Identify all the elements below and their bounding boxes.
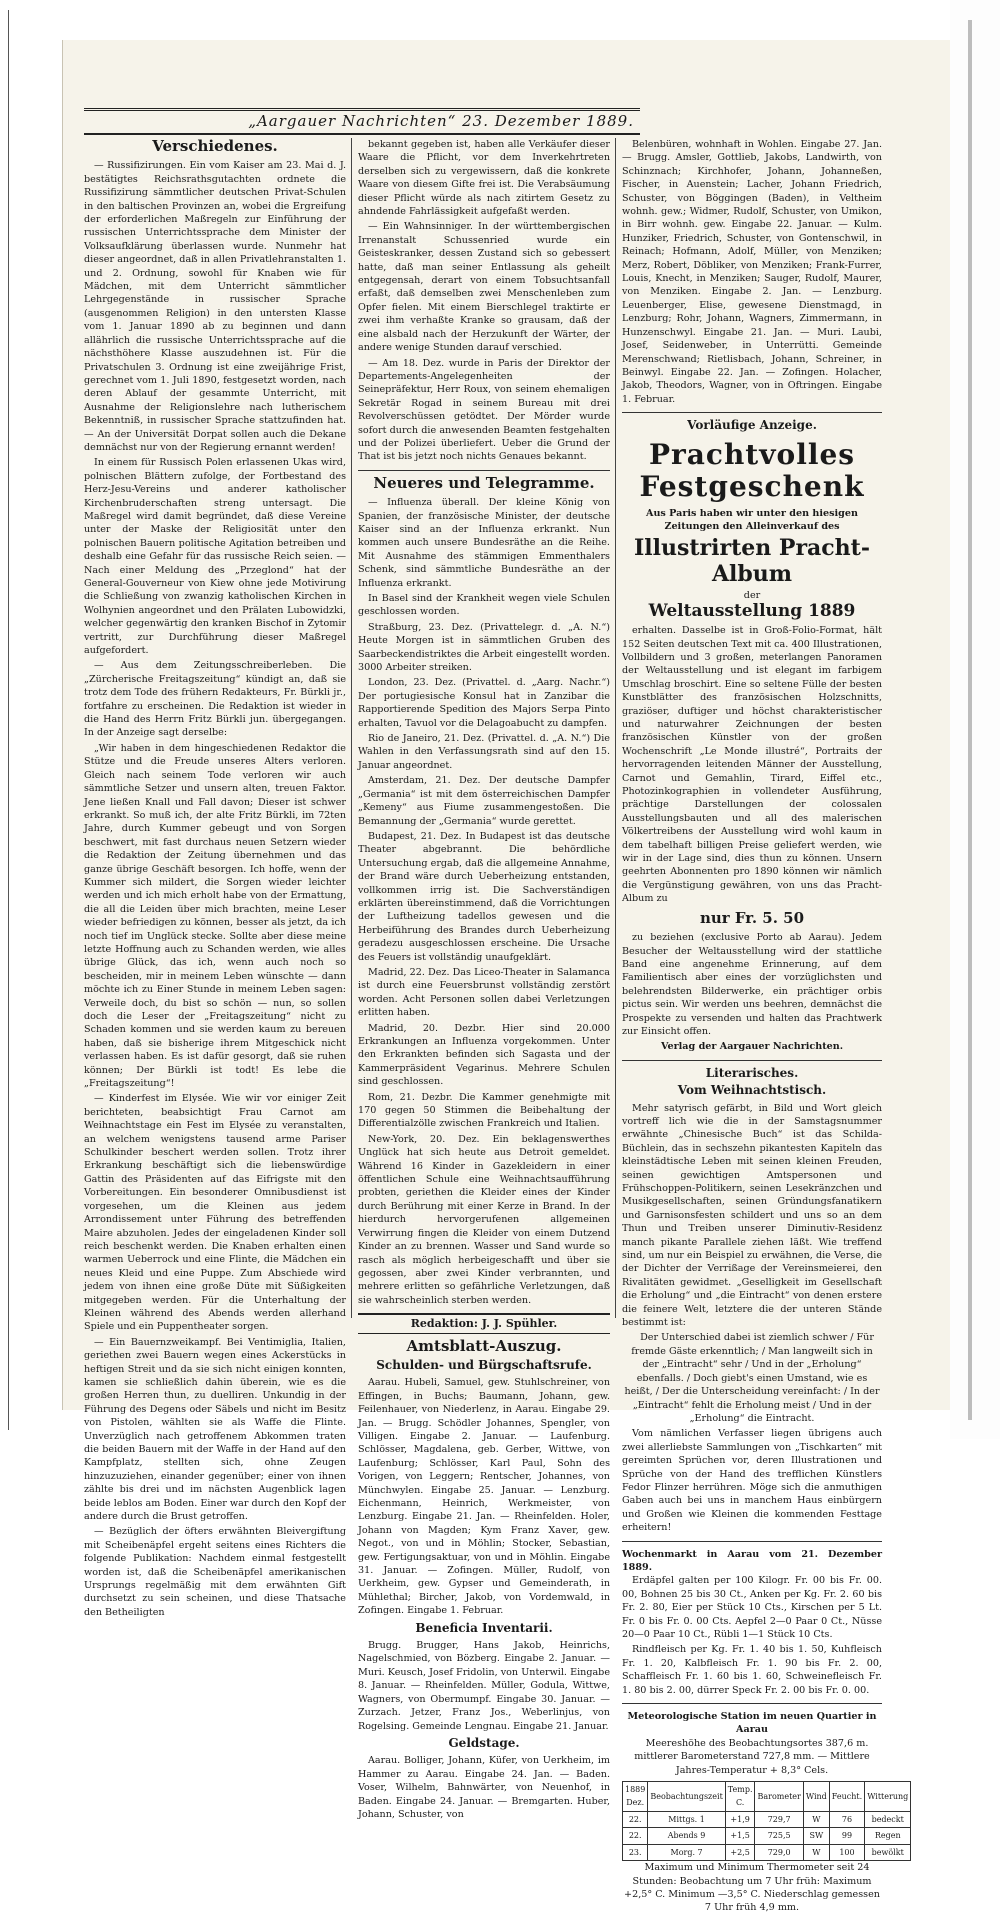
- article-paragraph: — Ein Wahnsinniger. In der württembergischen Irrenanstalt Schussenried wurde ein Geisteskranker, dessen Zustand sich so gebessert hatte, daß man seiner Entlassung als geheilt entgegensah, derart von einem Tobsuchtsanfall erfaßt, daß demselben zwei Menschenleben zum Opfer fielen. Mit einem Bierschlegel traktirte er zwei ihm verhaßte Kranke so grausam, daß der eine alsbald nach der Herzukunft der Wärter, der andere wenige Stunden darauf verschied.: [358, 221, 610, 354]
- weather-header-cell: Feucht.: [829, 1782, 864, 1812]
- weather-cell: +2,5: [725, 1844, 755, 1860]
- column-1: [84, 137, 346, 1618]
- weather-cell: 23.: [623, 1844, 648, 1860]
- article-paragraph: Brugg. Brugger, Hans Jakob, Heinrichs, Nagelschmied, von Bözberg. Eingabe 2. Januar. — Muri. Keusch, Josef Fridolin, von Unterwil. Eingabe 8. Januar. — Rheinfelden. Müller, Godula, Wittwe, Wagners, von Obermumpf. Eingabe 30. Januar. — Zurzach. Jetzer, Franz Jos., Weberlinjus, von Rogelsing. Gemeinde Lengnau. Eingabe 21. Januar.: [358, 1640, 610, 1732]
- scan-margin-line: [8, 10, 9, 1430]
- weather-cell: Abends 9: [648, 1828, 725, 1844]
- weather-cell: 22.: [623, 1828, 648, 1844]
- weather-cell: Regen: [865, 1828, 911, 1844]
- ad-subtitle-weltausstellung: Weltausstellung 1889: [648, 600, 856, 621]
- section-heading-literarisches: Literarisches.: [705, 1065, 799, 1080]
- article-paragraph: Budapest, 21. Dez. In Budapest ist das deutsche Theater abgebrannt. Die behördliche Untersuchung ergab, daß die allgemeine Annahme, der Brand wäre durch Ueberheizung entstanden, vollkommen irrig ist. Die Sachverständigen erklärten übereinstimmend, daß die Vorrichtungen der Luftheizung tadellos gewesen und die Herbeiführung des Brandes durch Ueberheizung geradezu ausgeschlossen erscheine. Die Ursache des Feuers ist vollständig unaufgeklärt.: [358, 830, 610, 963]
- weather-header-row: [623, 1782, 911, 1812]
- market-report: Erdäpfel galten per 100 Kilogr. Fr. 00 bis Fr. 00. 00, Bohnen 25 bis 30 Ct., Anken per Kg. Fr. 2. 60 bis Fr. 2. 80, Eier per Stück 10 Cts., Kirschen per 5 Lt. Fr. 0 bis Fr. 0. 00 Cts. Aepfel 2—0 Paar 0 Ct., Nüsse 20—0 Paar 10 Ct., Rübli 1—1 Stück 10 Cts.: [622, 1575, 882, 1640]
- subheading-geldstage: Geldstage.: [448, 1735, 520, 1750]
- ad-body: erhalten. Dasselbe ist in Groß-Folio-Format, hält 152 Seiten deutschen Text mit ca. 400 Illustrationen, Vollbildern und 3 großen, meterlangen Panoramen der Weltausstellung und ist elegant im farbigem Umschlag broschirt. Eine so seltene Fülle der besten Kunstblätter des französischen Holzschnitts, graziöser, duftiger und höchst charakteristischer und naturwahrer Zeichnungen der besten französischen Künstler von der großen Wochenschrift „Le Monde illustré“, Portraits der hervorragenden leitenden Männer der Ausstellung, Carnot und Gemahlin, Tirard, Eiffel etc., Photozinkographien in vollendeter Ausführung, prächtige Darstellungen der colossalen Ausstellungsbauten und all des malerischen Völkertreibens der Ausstellung wird wohl kaum in dem tabelhaft billigen Preise geliefert werden, wie wir in der Lage sind, dies thun zu können. Unsern geehrten Abonnenten pro 1890 können wir nämlich die Vergünstigung gewähren, von uns das Pracht-Album zu: [622, 625, 882, 905]
- weather-cell: 22.: [623, 1811, 648, 1827]
- article-paragraph: Aarau. Hubeli, Samuel, gew. Stuhlschreiner, von Effingen, in Buchs; Baumann, Johann, gew. Feilenhauer, von Niederlenz, in Aarau. Eingabe 29. Jan. — Brugg. Schödler Johannes, Spengler, von Villigen. Eingabe 2. Januar. — Laufenburg. Schlösser, Magdalena, geb. Gerber, Wittwe, von Laufenburg; Schlösser, Karl Paul, Sohn des Vorigen, von Leggern; Rentscher, Johannes, von Münchwylen. Eingabe 25. Januar. — Lenzburg. Eichenmann, Heinrich, Werkmeister, von Lenzburg. Eingabe 21. Jan. — Rheinfelden. Holer, Johann von Magden; Kym Franz Xaver, gew. Negot., von und in Möhlin; Stocker, Sebastian, gew. Fertigungsaktuar, von und in Möhlin. Eingabe 31. Januar. — Zofingen. Müller, Rudolf, von Uerkheim, gew. Gypser und Gemeinderath, in Mühlethal; Bircher, Jakob, von Vordemwald, in Zofingen. Eingabe 1. Februar.: [358, 1377, 610, 1617]
- article-paragraph: bekannt gegeben ist, haben alle Verkäufer dieser Waare die Pflicht, vor dem Inverkehrtreten derselben sich zu vergewissern, daß die konkrete Waare von diesem Gifte frei ist. Die Verabsäumung dieser Pflicht würde als nach zitirtem Gesetz zu ahndende Fahrlässigkeit aufgefaßt werden.: [358, 139, 610, 218]
- divider: [622, 1060, 882, 1061]
- divider: [622, 412, 882, 413]
- ad-subtitle: Illustrirten Pracht-Album: [634, 535, 870, 588]
- article-paragraph: Rom, 21. Dezbr. Die Kammer genehmigte mit 170 gegen 50 Stimmen die Beibehaltung der Differentialzölle zwischen Frankreich und Italien.: [358, 1091, 610, 1130]
- article-paragraph: Rio de Janeiro, 21. Dez. (Privattel. d. „A. N.“) Die Wahlen in den Verfassungsrath sind auf den 15. Januar angeordnet.: [358, 733, 610, 771]
- article-paragraph: „Wir haben in dem hingeschiedenen Redaktor die Stütze und die Freude unseres Alters verloren. Gleich nach seinem Tode verloren wir auch sämmtliche Setzer und unsern alten, treuen Faktor. Jene ließen Knall und Fall davon; Dieser ist schwer erkrankt. So muß ich, der alte Fritz Bürkli, im 72ten Jahre, durch Kummer gebeugt und von Sorgen beschwert, mit fast durchaus neuen Setzern wieder die Redaktion der Zeitung übernehmen und das ganze übrige Geschäft besorgen. Ich hoffe, wenn der Kummer sich mildert, die Sorgen wieder leichter werden und ich mich erholt habe von der Ermattung, die all die Leiden über mich brachten, meine Leser wieder befriedigen zu können, besser als jetzt, da ich noch tief im Unglück stecke. Sollte aber diese meine letzte Hoffnung auch zu Schanden werden, wie alles übrige Glück, das ich, wenn auch noch so bescheiden, mir in meinem Leben wünschte — dann möchte ich zu Einer Stunde in meinem Leben sagen: Verweile doch, du bist so schön — nun, so sollen doch die Leser der „Freitagszeitung“ nicht zu Schaden kommen und sie werden kaum zu bereuen haben, daß sie bisherige ihrem Mitgeschick nicht verlassen haben. Es ist dafür gesorgt, daß sie ruhen können; Der Bürkli ist todt! Es lebe die „Freitagszeitung“!: [84, 742, 346, 1090]
- article-paragraph: — Influenza überall. Der kleine König von Spanien, der französische Minister, der deutsche Kaiser sind an der Influenza erkrankt. Nun kommen auch unsere Bundesräthe an die Reihe. Mit Ausnahme des stämmigen Emmenthalers Schenk, sind sämmtliche Bundesräthe an der Influenza erkrankt.: [358, 497, 610, 589]
- weather-row: [623, 1811, 911, 1827]
- ad-line: Aus Paris haben wir unter den hiesigen Zeitungen den Alleinverkauf des: [646, 507, 858, 532]
- article-paragraph: New-York, 20. Dez. Ein beklagenswerthes Unglück hat sich heute aus Detroit gemeldet. Während 16 Kinder in Gazekleidern in einer öffentlichen Schule eine Weihnachtsaufführung probten, geriethen die Kleider eines der Kinder durch Berührung mit einer Kerze in Brand. In der hierdurch hervorgerufenen allgemeinen Verwirrung fingen die Kleider von einem Dutzend Kinder an zu brennen. Wasser und Sand wurde so rasch als möglich herbeigeschafft und über sie gegossen, aber zwei Kinder verbrannten, und mehrere erlitten so gefährliche Verletzungen, daß sie wahrscheinlich sterben werden.: [358, 1133, 610, 1306]
- weather-cell: 729,7: [755, 1811, 803, 1827]
- meteo-footer: Maximum und Minimum Thermometer seit 24 Stunden: Beobachtung um 7 Uhr früh: Maximum +2,5° C. Minimum —3,5° C. Niederschlag gemessen 7 Uhr früh 4,9 mm.: [624, 1862, 880, 1914]
- weather-cell: W: [803, 1844, 829, 1860]
- scan-margin-left: [0, 0, 40, 1439]
- article-paragraph: Straßburg, 23. Dez. (Privattelegr. d. „A. N.“) Heute Morgen ist in sämmtlichen Gruben des Saarbeckendistriktes die Arbeit eingestellt worden. 3000 Arbeiter streiken.: [358, 621, 610, 674]
- weather-cell: 100: [829, 1844, 864, 1860]
- weather-header-cell: Witterung: [865, 1782, 911, 1812]
- column-rule: [351, 138, 352, 1318]
- column-rule: [615, 138, 616, 1318]
- weather-cell: Morg. 7: [648, 1844, 725, 1860]
- meat-report: Rindfleisch per Kg. Fr. 1. 40 bis 1. 50, Kuhfleisch Fr. 1. 20, Kalbfleisch Fr. 1. 90 bis Fr. 2. 00, Schaffleisch Fr. 1. 60 bis 1. 60, Schweinefleisch Fr. 1. 80 bis 2. 00, dürrer Speck Fr. 2. 00 bis Fr. 0. 00.: [622, 1644, 882, 1696]
- weather-header-cell: Barometer: [755, 1782, 803, 1812]
- meteo-intro: Meereshöhe des Beobachtungsortes 387,6 m. mittlerer Barometerstand 727,8 mm. — Mittlere Jahres-Temperatur + 8,3° Cels.: [634, 1737, 870, 1776]
- verse: Der Unterschied dabei ist ziemlich schwer / Für fremde Gäste erkenntlich; / Man langweilt sich in der „Eintracht“ sehr / Und in der „Erholung“ ebenfalls. / Doch giebt's einen Umstand, wie es heißt, / Der die Unterscheidung vereinfacht: / In der „Eintracht“ fehlt die Erholung meist / Und in der „Erholung“ die Eintracht.: [624, 1332, 880, 1424]
- article-paragraph: Madrid, 20. Dezbr. Hier sind 20.000 Erkrankungen an Influenza vorgekommen. Unter den Erkrankten befinden sich Sagasta und der Kammerpräsident Vegarinus. Mehrere Schulen sind geschlossen.: [358, 1022, 610, 1088]
- weather-header-cell: Beobachtungszeit: [648, 1782, 725, 1812]
- article-paragraph: London, 23. Dez. (Privattel. d. „Aarg. Nachr.“) Der portugiesische Konsul hat in Zanzibar die Rapportierende Spedition des Majors Serpa Pinto erhalten, Tavuol vor die Delagoabucht zu dampfen.: [358, 677, 610, 729]
- article-paragraph: — Am 18. Dez. wurde in Paris der Direktor der Departements-Angelegenheiten der Seinepräfektur, Herr Roux, von seinem ehemaligen Sekretär Rogad in seinem Bureau mit drei Revolverschüssen getödtet. Der Mörder wurde sofort durch die anwesenden Beamten festgehalten und der Polizei überliefert. Ueber die Grund der That ist bis jetzt noch nichts Genaues bekannt.: [358, 357, 610, 463]
- article-paragraph: Amsterdam, 21. Dez. Der deutsche Dampfer „Germania“ ist mit dem österreichischen Dampfer „Kemeny“ aus Fiume zusammengestoßen. Die Bemannung der „Germania“ wurde gerettet.: [358, 775, 610, 827]
- weather-table: [622, 1781, 911, 1861]
- weather-cell: SW: [803, 1828, 829, 1844]
- masthead-line: [84, 108, 640, 135]
- article-paragraph: — Ein Bauernzweikampf. Bei Ventimiglia, Italien, geriethen zwei Bauern wegen eines Ackerstücks in heftigen Streit und da sie sich nicht einigen konnten, kamen sie schließlich dahin überein, wie es die großen Herren thun, zu duelliren. Unkundig in der Führung des Degens oder Säbels und nicht im Besitz von Pistolen, wählten sie als Waffe die Flinte. Unverzüglich nach getroffenem Abkommen traten die beiden Bauern mit der Waffe in der Hand auf den Kampfplatz, stellten sich, ohne Zeugen hinzuzuziehen, einander gegenüber; einer von ihnen zählte bis drei und im nächsten Augenblick lagen beide leblos am Boden. Einer war durch den Kopf der andere durch die Brust getroffen.: [84, 1336, 346, 1523]
- weather-cell: Mittgs. 1: [648, 1811, 725, 1827]
- section-heading-amtsblatt: Amtsblatt-Auszug.: [406, 1336, 562, 1355]
- editor-line: Redaktion: J. J. Spühler.: [358, 1313, 610, 1333]
- ad-pre-heading: Vorläufige Anzeige.: [687, 418, 817, 433]
- weather-cell: bewölkt: [865, 1844, 911, 1860]
- article-paragraph: In Basel sind der Krankheit wegen viele Schulen geschlossen worden.: [358, 593, 610, 618]
- divider: [622, 1703, 882, 1704]
- weather-cell: W: [803, 1811, 829, 1827]
- article-paragraph: In einem für Russisch Polen erlassenen Ukas wird, polnischen Blättern zufolge, der Fortbestand des Herz-Jesu-Vereins und anderer katholischer Kirchenbruderschaften streng untersagt. Die Maßregel wird damit begründet, daß diese Vereine unter der Maske der Religiosität unter den polnischen Bauern politische Agitation betreiben und deshalb eine Gefahr für das russische Reich seien. — Nach einer Meldung des „Przeglond“ hat der General-Gouverneur von Kiew ohne jede Motivirung die Schließung von zwanzig katholischen Kirchen in Wolhynien angeordnet und den Prälaten Lubowidzki, welcher gegenwärtig den kranken Bischof in Zytomir vertritt, zur Durchführung dieser Maßregel aufgefordert.: [84, 457, 346, 657]
- weather-cell: 725,5: [755, 1828, 803, 1844]
- weather-cell: 76: [829, 1811, 864, 1827]
- meteo-heading: Meteorologische Station im neuen Quartier in Aarau: [627, 1711, 877, 1736]
- page-edge-shadow: [968, 20, 972, 1420]
- ad-title: Prachtvolles Festgeschenk: [639, 437, 865, 503]
- ad-price: nur Fr. 5. 50: [699, 908, 805, 927]
- market-heading: Wochenmarkt in Aarau vom 21. Dezember 1889.: [622, 1548, 882, 1573]
- subheading-weihnachtstisch: Vom Weihnachtstisch.: [677, 1083, 827, 1098]
- divider: [358, 470, 610, 471]
- ad-der: der: [743, 590, 761, 602]
- divider: [622, 1541, 882, 1542]
- weather-cell: +1,5: [725, 1828, 755, 1844]
- article-paragraph: Aarau. Bolliger, Johann, Küfer, von Uerkheim, im Hammer zu Aarau. Eingabe 24. Jan. — Baden. Voser, Wilhelm, Bahnwärter, von Neuenhof, in Baden. Eingabe 24. Januar. — Bremgarten. Huber, Johann, Schuster, von: [358, 1755, 610, 1820]
- weather-cell: bedeckt: [865, 1811, 911, 1827]
- section-heading-verschiedenes: Verschiedenes.: [152, 137, 278, 155]
- subheading-schuldenrufe: Schulden- und Bürgschaftsrufe.: [376, 1357, 592, 1372]
- column-2: [358, 138, 610, 1820]
- scan-margin-right: [950, 0, 1000, 1439]
- subheading-beneficia: Beneficia Inventarii.: [415, 1620, 553, 1635]
- article-paragraph: — Russifizirungen. Ein vom Kaiser am 23. Mai d. J. bestätigtes Reichsrathsgutachten ordnete die Russifizirung sämmtlicher deutschen Privat-Schulen in den baltischen Provinzen an, wobei die Ergreifung der erforderlichen Maßregeln zur Einführung der russischen Unterrichtssprache dem Minister der Volksaufklärung überlassen wurde. Nunmehr hat dieser angeordnet, daß in allen Privatlehranstalten 1. und 2. Ordnung, sowohl für Knaben wie für Mädchen, mit dem Unterricht sämmtlicher Lehrgegenstände in russischer Sprache (ausgenommen Religion) in den untersten Klasse vom 1. Januar 1890 ab zu beginnen und dann allährlich die russische Unterrichtssprache auf die nächsthöhere Klasse auszudehnen ist. Für die Privatschulen 3. Ordnung ist eine zweijährige Frist, gerechnet vom 1. Juli 1890, festgesetzt worden, nach deren Ablauf der gesammte Unterricht, mit Ausnahme der Religionslehre nach lutherischem Bekenntniß, in russischer Sprache stattzufinden hat. — An der Universität Dorpat sollen auch die Dekane demnächst nur von der Regierung ernannt werden!: [84, 160, 346, 453]
- weather-row: [623, 1828, 911, 1844]
- article-paragraph: — Aus dem Zeitungsschreiberleben. Die „Zürcherische Freitagszeitung“ kündigt an, daß sie trotz dem Tode des frühern Redakteurs, Fr. Bürkli jr., fortfahre zu erscheinen. Die Redaktion ist wieder in die Hand des Herrn Fritz Bürkli jun. übergegangen. In der Anzeige sagt derselbe:: [84, 660, 346, 739]
- ad-body: zu beziehen (exclusive Porto ab Aarau). Jedem Besucher der Weltausstellung wird der stattliche Band eine angenehme Erinnerung, auf dem Familientisch aber eines der vorzüglichsten und belehrendsten Bilderwerke, ein prächtiger orbis pictus sein. Wir werden uns beehren, demnächst die Prospekte zu versenden und halten das Prachtwerk zur Einsicht offen.: [622, 932, 882, 1037]
- weather-header-cell: Wind: [803, 1782, 829, 1812]
- weather-header-cell: 1889 Dez.: [623, 1782, 648, 1812]
- article-paragraph: Madrid, 22. Dez. Das Liceo-Theater in Salamanca ist durch eine Feuersbrunst vollständig zerstört worden. Acht Personen sollen dabei Verletzungen erlitten haben.: [358, 966, 610, 1019]
- weather-header-cell: Temp. C.: [725, 1782, 755, 1812]
- weather-cell: 729,0: [755, 1844, 803, 1860]
- masthead-title: „Aargauer Nachrichten“ 23. Dezember 1889.: [248, 112, 634, 130]
- article-paragraph: Vom nämlichen Verfasser liegen übrigens auch zwei allerliebste Sammlungen von „Tischkarten“ mit gereimten Sprüchen vor, deren Illustrationen und Sprüche von der Hand des trefflichen Künstlers Fedor Flinzer herrühren. Möge sich die anmuthigen Gaben auch bei uns in manchem Haus einbürgern und Großen wie Kleinen die kommenden Festtage erheitern!: [622, 1428, 882, 1534]
- article-paragraph: — Kinderfest im Elysée. Wie wir vor einiger Zeit berichteten, beabsichtigt Frau Carnot am Weihnachtstage ein Fest im Elysée zu veranstalten, an welchem wenigstens tausend arme Pariser Schulkinder beschert werden sollen. Trotz ihrer Erkrankung beschäftigt sich die liebenswürdige Gattin des Präsidenten auf das Eifrigste mit den Vorbereitungen. Ein besonderer Omnibusdienst ist vorgesehen, um die Kleinen aus jedem Arrondissement unter Führung des betreffenden Maire abzuholen. Jedes der eingeladenen Kinder soll reich beschenkt werden. Die Knaben erhalten einen warmen Ueberrock und eine Flinte, die Mädchen ein neues Kleid und eine Puppe. Zum Abschiede wird jedem von ihnen eine große Düte mit Süßigkeiten mitgegeben werden. Für die Unterhaltung der Kleinen während des Abends werden allerhand Spiele und ein Puppentheater sorgen.: [84, 1093, 346, 1333]
- column-3: [622, 138, 909, 1914]
- article-paragraph: Belenbüren, wohnhaft in Wohlen. Eingabe 27. Jan. — Brugg. Amsler, Gottlieb, Jakobs, Landwirth, von Schinznach; Kirchhofer, Johann, Johanneßen, Fischer, in Auenstein; Lacher, Johann Friedrich, Schuster, von Böggingen (Baden), in Veltheim wohnh. gew.; Widmer, Rudolf, Schuster, von Umikon, in Birr wohnh. gew. Eingabe 22. Januar. — Kulm. Hunziker, Friedrich, Schuster, von Gontenschwil, in Reinach; Hofmann, Adolf, Müller, von Menziken; Merz, Robert, Döbliker, von Menziken; Frank-Furrer, Louis, Knecht, in Menziken; Sauger, Rudolf, Maurer, von Menziken. Eingabe 2. Jan. — Lenzburg. Leuenberger, Elise, gewesene Dienstmagd, in Lenzburg; Rohr, Johann, Wagners, Zimmermann, in Hunzenschwyl. Eingabe 21. Jan. — Muri. Laubi, Josef, Seidenweber, in Unterrütti. Gemeinde Merenschwand; Rietlisbach, Johann, Schreiner, in Beinwyl. Eingabe 22. Jan. — Zofingen. Holacher, Jakob, Theodors, Wagner, von in Oftringen. Eingabe 1. Februar.: [622, 139, 882, 405]
- article-paragraph: — Bezüglich der öfters erwähnten Bleivergiftung mit Scheibenäpfel ergeht seitens eines Richters die folgende Publikation: Nachdem einmal festgestellt worden ist, daß die Scheibenäpfel amerikanischen Ursprungs regelmäßig mit dem erwähnten Gift durchsetzt zu sein scheinen, und diese Thatsache den Betheiligten: [84, 1526, 346, 1618]
- article-paragraph: Mehr satyrisch gefärbt, in Bild und Wort gleich vortreff lich wie die in der Samstagsnummer erwähnte „Chinesische Buch“ ist das Schilda-Büchlein, das in sechszehn pikantesten Kapiteln das kleinstädtische Leben mit seinen kleinen Freuden, seinen gewichtigen Amtspersonen und Frühschoppen-Politikern, seinen Lesekränzchen und Musikgesellschaften, seinen Gründungsfanatikern und Garnisonsfesten schildert und uns so an dem Thun und Treiben unserer Diminutiv-Residenz manch pikante Parallele ziehen läßt. Wie treffend sind, um nur ein Beispiel zu erwähnen, die Verse, die der Dichter der Verrißage der Vereinsmeierei, den Rivalitäten gewidmet. „Geselligkeit im Gesellschaft die Erholung“ und „die Eintracht“ von denen erstere die feinere Welt, letztere die der unteren Stände bestimmt ist:: [622, 1102, 882, 1329]
- weather-cell: 99: [829, 1828, 864, 1844]
- ad-signature: Verlag der Aargauer Nachrichten.: [660, 1041, 844, 1053]
- weather-row: [623, 1844, 911, 1860]
- weather-cell: +1,9: [725, 1811, 755, 1827]
- section-heading-telegramme: Neueres und Telegramme.: [373, 473, 595, 492]
